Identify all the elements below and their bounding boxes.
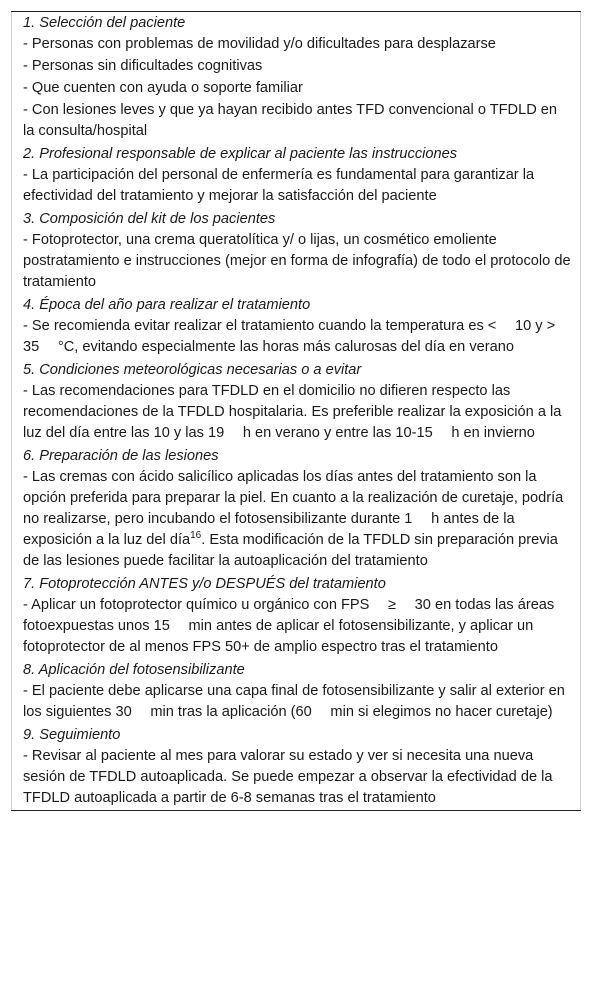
item-text: - Que cuenten con ayuda o soporte familiar — [12, 78, 581, 100]
section-title: 3. Composición del kit de los pacientes — [12, 208, 581, 230]
item-text: - Fotoprotector, una crema queratolítica y/ o lijas, un cosmético emoliente postratamiento e instrucciones (mejor en forma de infografía) de todo el protocolo de tratamiento — [12, 230, 581, 294]
section-title: 8. Aplicación del fotosensibilizante — [12, 659, 581, 681]
section-title-row — [12, 294, 581, 316]
item-row — [12, 230, 581, 294]
item-row — [12, 316, 581, 359]
item-row — [12, 56, 581, 78]
item-text: - Con lesiones leves y que ya hayan recibido antes TFD convencional o TFDLD en la consulta/hospital — [12, 100, 581, 143]
item-row — [12, 165, 581, 208]
section-title: 4. Época del año para realizar el tratamiento — [12, 294, 581, 316]
reference-superscript: 16 — [190, 530, 202, 541]
item-row — [12, 34, 581, 56]
item-row — [12, 681, 581, 724]
item-row — [12, 78, 581, 100]
section-title-row — [12, 208, 581, 230]
section-title-row — [12, 359, 581, 381]
item-row — [12, 595, 581, 659]
section-title: 1. Selección del paciente — [12, 12, 581, 34]
item-text — [12, 467, 581, 573]
item-text: - Personas sin dificultades cognitivas — [12, 56, 581, 78]
recommendations-table — [11, 12, 581, 810]
section-title: 2. Profesional responsable de explicar al paciente las instrucciones — [12, 143, 581, 165]
section-title: 5. Condiciones meteorológicas necesarias o a evitar — [12, 359, 581, 381]
item-text: - Aplicar un fotoprotector químico u orgánico con FPS ≥ 30 en todas las áreas fotoexpuestas unos 15 min antes de aplicar el fotosensibilizante, y aplicar un fotoprotector de al menos FPS 50+ de amplio espectro tras el tratamiento — [12, 595, 581, 659]
section-title-row — [12, 724, 581, 746]
section-title-row — [12, 445, 581, 467]
item-text: - La participación del personal de enfermería es fundamental para garantizar la efectividad del tratamiento y mejorar la satisfacción del paciente — [12, 165, 581, 208]
section-title: 6. Preparación de las lesiones — [12, 445, 581, 467]
item-text: - Personas con problemas de movilidad y/o dificultades para desplazarse — [12, 34, 581, 56]
item-row — [12, 746, 581, 810]
section-title-row — [12, 143, 581, 165]
item-text: - El paciente debe aplicarse una capa final de fotosensibilizante y salir al exterior en los siguientes 30 min tras la aplicación (60 min si elegimos no hacer curetaje) — [12, 681, 581, 724]
section-title: 9. Seguimiento — [12, 724, 581, 746]
item-text: - Se recomienda evitar realizar el tratamiento cuando la temperatura es < 10 y > 35 °C, evitando especialmente las horas más calurosas del día en verano — [12, 316, 581, 359]
section-title-row — [12, 659, 581, 681]
item-text-before: - Las cremas con ácido salicílico aplicadas los días antes del tratamiento son la opción preferida para preparar la piel. En cuanto a la realización de curetaje, podría no realizarse, pero incubando el fotosensibilizante durante 1 h antes de la exposición a la luz del día — [23, 469, 564, 548]
section-title-row — [12, 12, 581, 34]
item-text: - Las recomendaciones para TFDLD en el domicilio no difieren respecto las recomendaciones de la TFDLD hospitalaria. Es preferible realizar la exposición a la luz del día entre las 10 y las 19 h en verano y entre las 10-15 h en invierno — [12, 381, 581, 445]
item-text-after: . Esta modificación de la TFDLD sin preparación previa de las lesiones puede facilitar la autoaplicación del tratamiento — [23, 532, 558, 569]
item-row — [12, 467, 581, 573]
item-row — [12, 100, 581, 143]
section-title: 7. Fotoprotección ANTES y/o DESPUÉS del tratamiento — [12, 573, 581, 595]
section-title-row — [12, 573, 581, 595]
item-text: - Revisar al paciente al mes para valorar su estado y ver si necesita una nueva sesión de TFDLD autoaplicada. Se puede empezar a observar la efectividad de la TFDLD autoaplicada a partir de 6-8 semanas tras el tratamiento — [12, 746, 581, 810]
recommendations-table-container — [11, 11, 581, 811]
item-row — [12, 381, 581, 445]
